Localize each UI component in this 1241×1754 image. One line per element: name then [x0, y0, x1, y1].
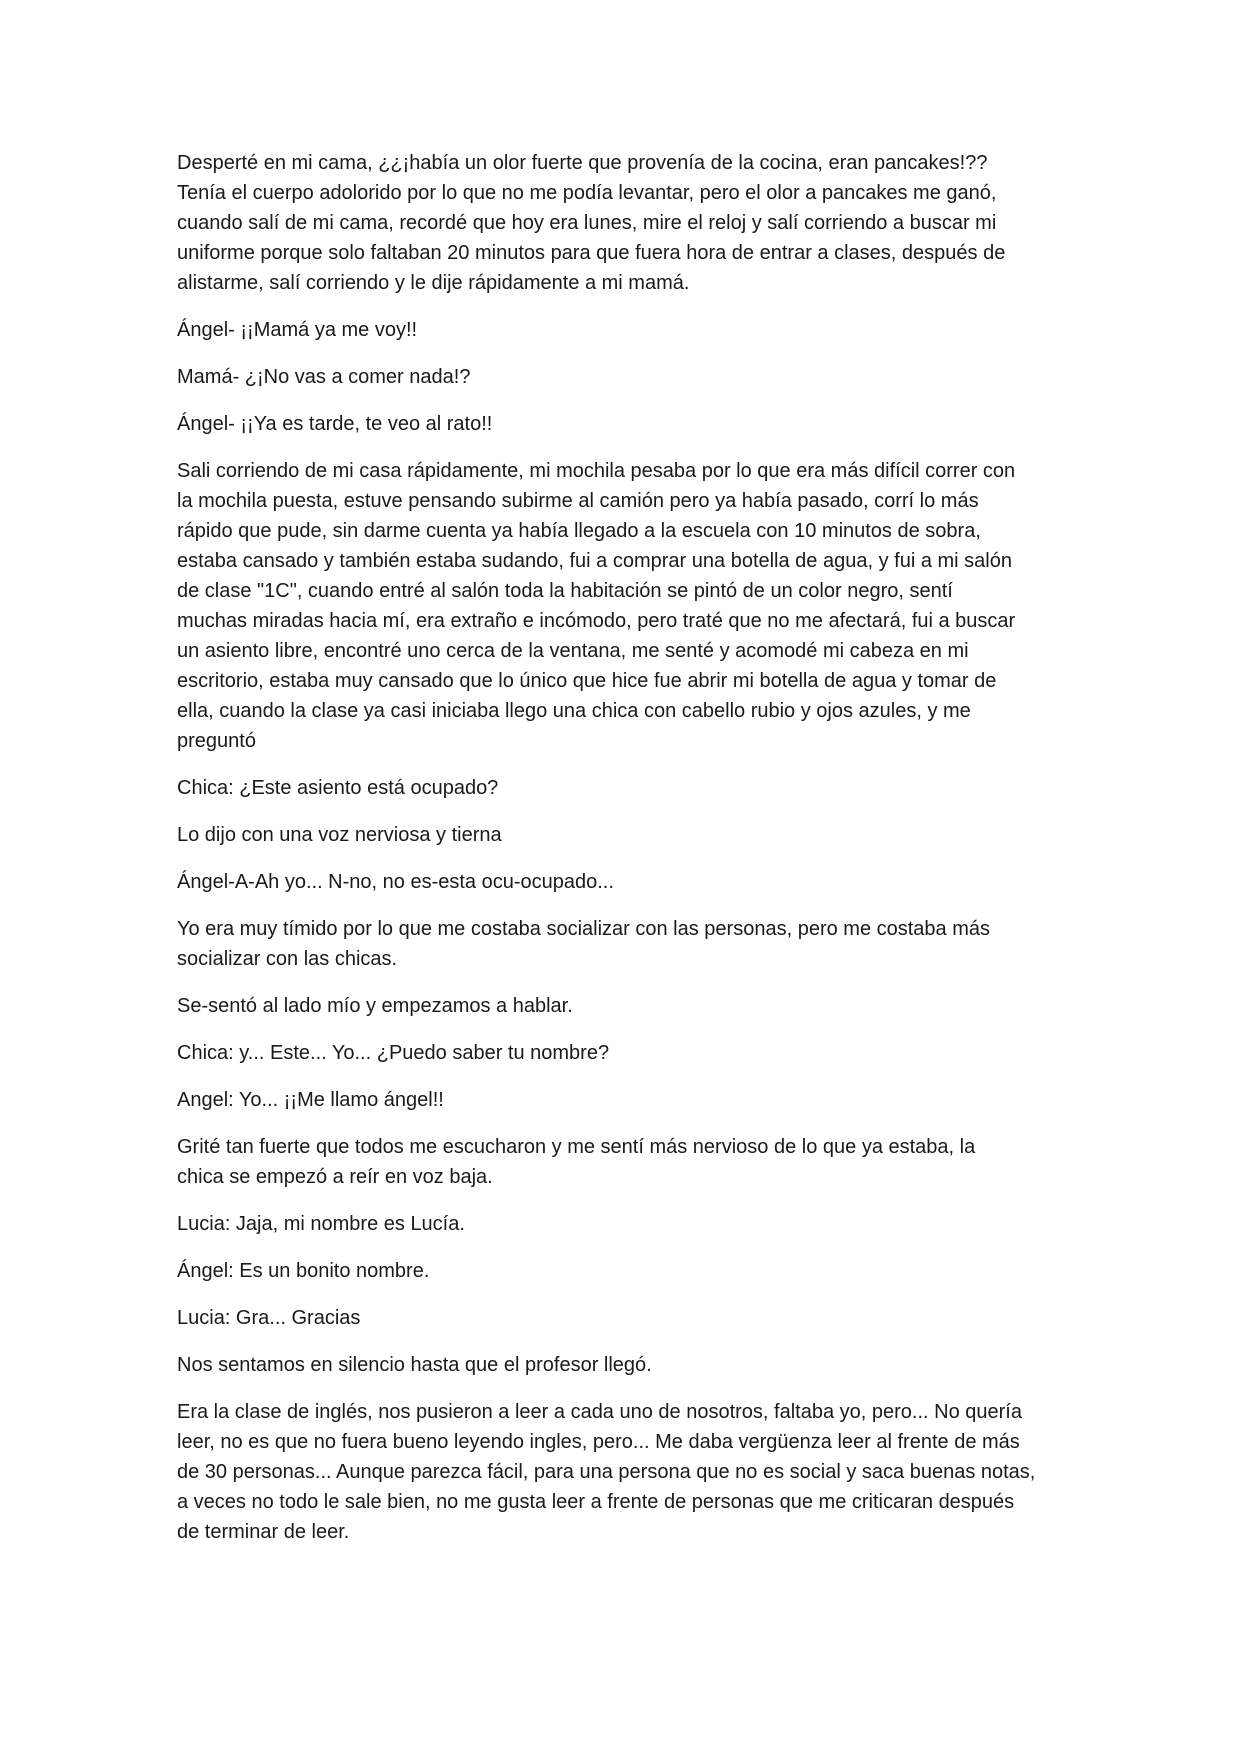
- dialogue-line: Lucia: Jaja, mi nombre es Lucía.: [177, 1213, 465, 1235]
- dialogue-line: Angel: Yo... ¡¡Me llamo ángel!!: [177, 1089, 444, 1111]
- document-body: [177, 148, 1077, 1564]
- paragraph-shouting: Grité tan fuerte que todos me escucharon y me sentí más nervioso de lo que ya estaba, la chica se empezó a reír en voz baja.: [177, 1136, 976, 1188]
- paragraph-english-class: Era la clase de inglés, nos pusieron a leer a cada uno de nosotros, faltaba yo, pero... No quería leer, no es que no fuera bueno leyendo ingles, pero... Me daba vergüenza leer al frente de más de 30 personas... Aunque parezca fácil, para una persona que no es social y saca buenas notas, a veces no todo le sale bien, no me gusta leer a frente de personas que me criticaran después de terminar de leer.: [177, 1401, 1036, 1543]
- narration-line: Se-sentó al lado mío y empezamos a hablar.: [177, 995, 573, 1017]
- dialogue-line: Ángel- ¡¡Ya es tarde, te veo al rato!!: [177, 413, 493, 435]
- narration-line: Nos sentamos en silencio hasta que el profesor llegó.: [177, 1354, 652, 1376]
- paragraph-shyness: Yo era muy tímido por lo que me costaba socializar con las personas, pero me costaba más socializar con las chicas.: [177, 918, 991, 970]
- dialogue-line: Ángel-A-Ah yo... N-no, no es-esta ocu-ocupado...: [177, 871, 614, 893]
- dialogue-line: Ángel- ¡¡Mamá ya me voy!!: [177, 319, 418, 341]
- dialogue-line: Chica: ¿Este asiento está ocupado?: [177, 777, 499, 799]
- paragraph-waking-up: Desperté en mi cama, ¿¿¡había un olor fuerte que provenía de la cocina, eran pancakes!?? Tenía el cuerpo adolorido por lo que no me podía levantar, pero el olor a pancakes me ganó, cuando salí de mi cama, recordé que hoy era lunes, mire el reloj y salí corriendo a buscar mi uniforme porque solo faltaban 20 minutos para que fuera hora de entrar a clases, después de alistarme, salí corriendo y le dije rápidamente a mi mamá.: [177, 152, 1006, 294]
- dialogue-line: Ángel: Es un bonito nombre.: [177, 1260, 430, 1282]
- dialogue-line: Lucia: Gra... Gracias: [177, 1307, 361, 1329]
- paragraph-running-to-school: Sali corriendo de mi casa rápidamente, mi mochila pesaba por lo que era más difícil correr con la mochila puesta, estuve pensando subirme al camión pero ya había pasado, corrí lo más rápido que pude, sin darme cuenta ya había llegado a la escuela con 10 minutos de sobra, estaba cansado y también estaba sudando, fui a comprar una botella de agua, y fui a mi salón de clase "1C", cuando entré al salón toda la habitación se pintó de un color negro, sentí muchas miradas hacia mí, era extraño e incómodo, pero traté que no me afectará, fui a buscar un asiento libre, encontré uno cerca de la ventana, me senté y acomodé mi cabeza en mi escritorio, estaba muy cansado que lo único que hice fue abrir mi botella de agua y tomar de ella, cuando la clase ya casi iniciaba llego una chica con cabello rubio y ojos azules, y me preguntó: [177, 460, 1016, 752]
- narration-line: Lo dijo con una voz nerviosa y tierna: [177, 824, 502, 846]
- dialogue-line: Chica: y... Este... Yo... ¿Puedo saber tu nombre?: [177, 1042, 610, 1064]
- dialogue-line: Mamá- ¿¡No vas a comer nada!?: [177, 366, 471, 388]
